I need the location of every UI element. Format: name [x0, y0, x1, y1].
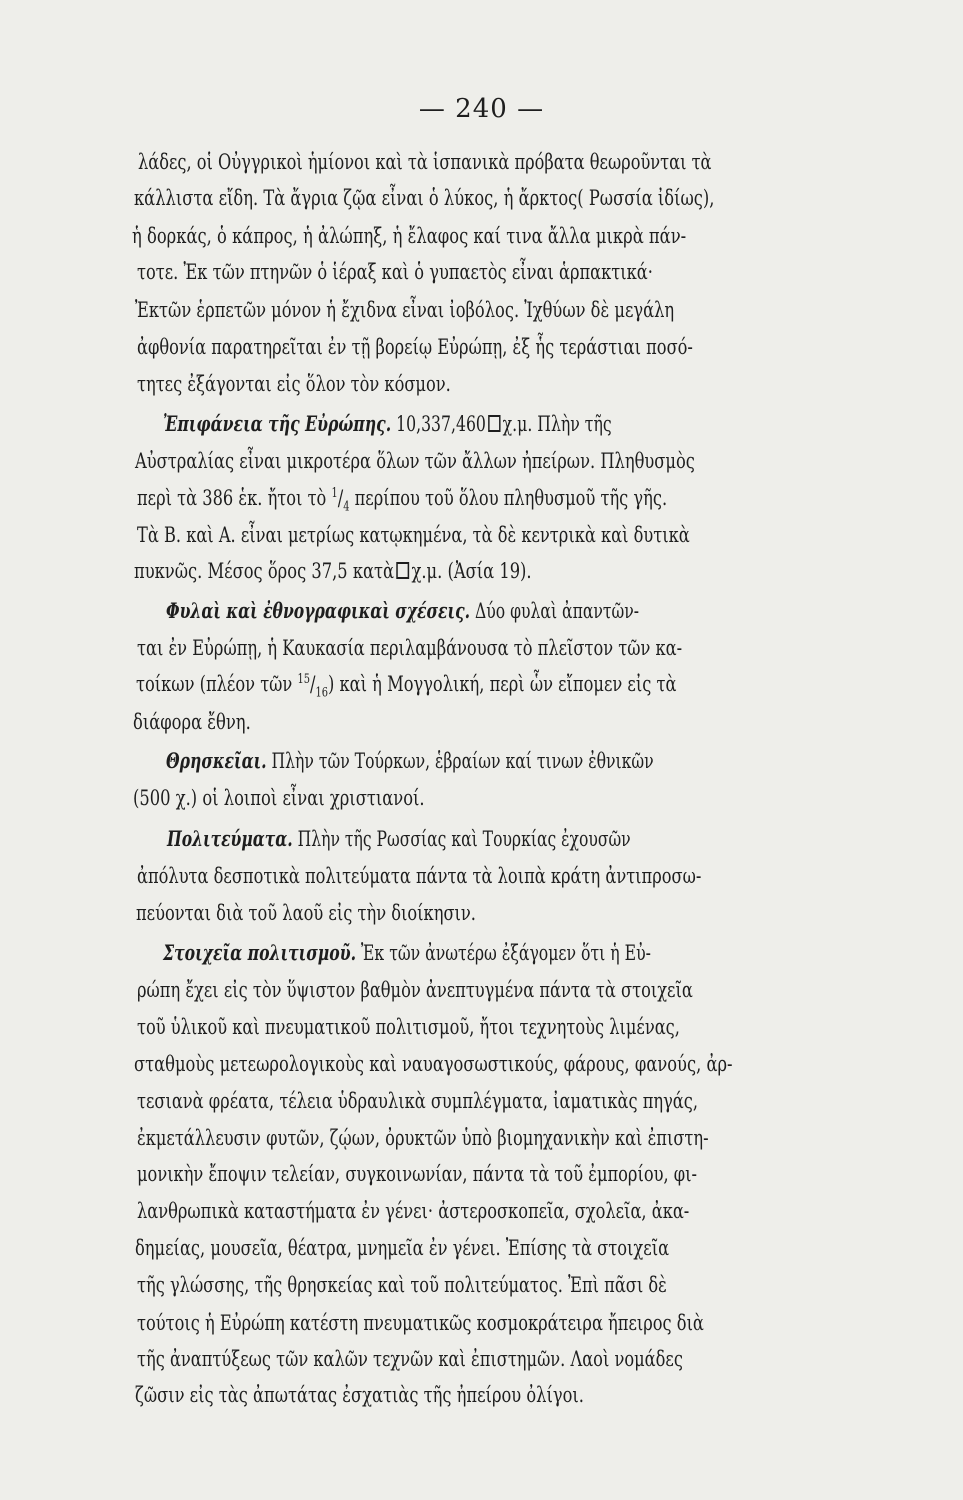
text-line	[166, 597, 892, 627]
text-run: τεσιανὰ φρέατα, τέλεια ὑδραυλικὰ συμπλέγματα, ἰαματικὰς πηγάς,	[137, 1089, 699, 1114]
text-run: τητες ἐξάγονται εἰς ὅλον τὸν κόσμον.	[137, 372, 451, 397]
text-line	[134, 1050, 892, 1080]
text-line	[133, 784, 892, 814]
text-run: περὶ τὰ 386 ἑκ. ἤτοι τὸ	[137, 486, 332, 511]
text-run: σταθμοὺς μετεωρολογικοὺς καὶ ναυαγοσωστικούς, φάρους, φανούς, ἀρ-	[134, 1052, 733, 1077]
text-run: /	[337, 486, 344, 511]
text-line	[137, 1087, 892, 1117]
text-run: πεύονται διὰ τοῦ λαοῦ εἰς τὴν διοίκησιν.	[136, 901, 476, 926]
page-number: — 240 —	[418, 94, 545, 124]
text-line	[135, 447, 892, 477]
text-line	[137, 1309, 892, 1339]
text-run: λανθρωπικὰ καταστήματα ἐν γένει· ἀστεροσκοπεῖα, σχολεῖα, ἀκα-	[137, 1199, 690, 1224]
text-run: Πλὴν τῆς Ρωσσίας καὶ Τουρκίας ἐχουσῶν	[292, 827, 631, 852]
text-line	[166, 747, 892, 777]
text-run: τῆς γλώσσης, τῆς θρησκείας καὶ τοῦ πολιτεύματος. Ἐπὶ πᾶσι δὲ	[137, 1273, 667, 1298]
text-run: λάδες, οἱ Οὐγγρικοὶ ἡμίονοι καὶ τὰ ἱσπανικὰ πρόβατα θεωροῦνται τὰ	[138, 150, 712, 175]
section-heading: Πολιτεύματα.	[167, 827, 293, 852]
text-run: τοτε. Ἐκ τῶν πτηνῶν ὁ ἱέραξ καὶ ὁ γυπαετὸς εἶναι ἁρπακτικά·	[137, 260, 653, 285]
text-line	[135, 296, 892, 326]
text-line	[137, 862, 892, 892]
text-run: ρώπη ἔχει εἰς τὸν ὕψιστον βαθμὸν ἀνεπτυγμένα πάντα τὰ στοιχεῖα	[137, 978, 693, 1003]
text-run: ἀφθονία παρατηρεῖται ἐν τῇ βορείῳ Εὐρώπῃ, ἐξ ἧς τεράστιαι ποσό-	[137, 335, 693, 360]
text-line	[137, 333, 892, 363]
fraction-denominator: 4	[343, 499, 350, 515]
text-run: κάλλιστα εἴδη. Τὰ ἄγρια ζῷα εἶναι ὁ λύκος, ἡ ἄρκτος( Ρωσσία ἰδίως),	[134, 186, 715, 211]
text-line	[137, 976, 892, 1006]
text-run: τοῦ ὑλικοῦ καὶ πνευματικοῦ πολιτισμοῦ, ἤτοι τεχνητοὺς λιμένας,	[137, 1015, 680, 1040]
text-run: ) καὶ ἡ Μογγολική, περὶ ὧν εἴπομεν εἰς τὰ	[327, 672, 677, 697]
text-run: Ἐκ τῶν ἀνωτέρω ἐξάγομεν ὅτι ἡ Εὐ-	[356, 941, 651, 966]
text-run: Δύο φυλαὶ ἀπαντῶν-	[470, 599, 640, 624]
text-line	[136, 670, 892, 700]
text-run: ζῶσιν εἰς τὰς ἀπωτάτας ἐσχατιὰς τῆς ἠπείρου ὀλίγοι.	[135, 1383, 584, 1408]
fraction-denominator: 16	[315, 685, 328, 701]
text-line	[135, 1234, 892, 1264]
text-run: τοίκων (πλέον τῶν	[136, 672, 298, 697]
text-line	[138, 148, 892, 178]
text-run: διάφορα ἔθνη.	[133, 710, 251, 735]
text-run: ἀπόλυτα δεσποτικὰ πολιτεύματα πάντα τὰ λοιπὰ κράτη ἀντιπροσω-	[137, 864, 702, 889]
section-heading: Θρησκεῖαι.	[166, 749, 267, 774]
text-line	[137, 1160, 892, 1190]
text-run: Πλὴν τῶν Τούρκων, ἑβραίων καί τινων ἐθνικῶν	[266, 749, 654, 774]
text-line	[137, 521, 892, 551]
text-run: πυκνῶς. Μέσος ὅρος 37,5 κατὰ	[134, 559, 395, 584]
text-run: χ.μ. Πλὴν τῆς	[502, 412, 612, 437]
text-line	[137, 370, 892, 400]
text-line	[137, 1197, 892, 1227]
text-line	[134, 184, 892, 214]
text-run: χ.μ. (Ἀσία 19).	[411, 559, 532, 584]
square-symbol-icon	[396, 562, 409, 579]
text-line	[135, 1381, 892, 1411]
text-run: περίπου τοῦ ὅλου πληθυσμοῦ τῆς γῆς.	[349, 486, 668, 511]
text-line	[132, 222, 892, 252]
text-run: /	[309, 672, 316, 697]
text-run: τῆς ἀναπτύξεως τῶν καλῶν τεχνῶν καὶ ἐπιστημῶν. Λαοὶ νομάδες	[137, 1347, 683, 1372]
text-run: (500 χ.) οἱ λοιποὶ εἶναι χριστιανοί.	[133, 786, 425, 811]
text-line	[137, 1124, 892, 1154]
text-line	[137, 1013, 892, 1043]
text-line	[134, 557, 892, 587]
text-line	[137, 258, 892, 288]
text-run: Ἐκτῶν ἑρπετῶν μόνον ἡ ἔχιδνα εἶναι ἰοβόλος. Ἰχθύων δὲ μεγάλη	[135, 298, 675, 323]
text-line	[163, 410, 892, 440]
text-line	[163, 939, 892, 969]
text-run: ἡ δορκάς, ὁ κάπρος, ἡ ἀλώπηξ, ἡ ἔλαφος καί τινα ἄλλα μικρὰ πάν-	[132, 224, 687, 249]
square-symbol-icon	[488, 415, 500, 432]
text-run: Αὐστραλίας εἶναι μικροτέρα ὅλων τῶν ἄλλων ἠπείρων. Πληθυσμὸς	[135, 449, 695, 474]
text-run: 10,337,460	[391, 412, 486, 437]
text-line	[137, 1271, 892, 1301]
text-line	[137, 1345, 892, 1375]
text-line	[137, 484, 892, 514]
fraction-numerator: 15	[297, 671, 310, 687]
text-line	[136, 899, 892, 929]
text-line	[137, 634, 892, 664]
section-heading: Φυλαὶ καὶ ἐθνογραφικαὶ σχέσεις.	[166, 599, 471, 624]
section-heading: Στοιχεῖα πολιτισμοῦ.	[163, 941, 357, 966]
section-heading: Ἐπιφάνεια τῆς Εὐρώπης.	[163, 412, 392, 437]
fraction-numerator: 1	[331, 485, 338, 501]
text-run: τούτοις ἡ Εὐρώπη κατέστη πνευματικῶς κοσμοκράτειρα ἤπειρος διὰ	[137, 1311, 704, 1336]
text-run: ἐκμετάλλευσιν φυτῶν, ζῴων, ὀρυκτῶν ὑπὸ βιομηχανικὴν καὶ ἐπιστη-	[137, 1126, 709, 1151]
text-line	[167, 825, 892, 855]
text-line	[133, 708, 892, 738]
text-run: Τὰ Β. καὶ Α. εἶναι μετρίως κατῳκημένα, τὰ δὲ κεντρικὰ καὶ δυτικὰ	[137, 523, 690, 548]
text-run: ται ἐν Εὐρώπῃ, ἡ Καυκασία περιλαμβάνουσα τὸ πλεῖστον τῶν κα-	[137, 636, 683, 661]
text-run: μονικὴν ἔποψιν τελείαν, συγκοινωνίαν, πάντα τὰ τοῦ ἐμπορίου, φι-	[137, 1162, 698, 1187]
text-run: δημείας, μουσεῖα, θέατρα, μνημεῖα ἐν γένει. Ἐπίσης τὰ στοιχεῖα	[135, 1236, 670, 1261]
